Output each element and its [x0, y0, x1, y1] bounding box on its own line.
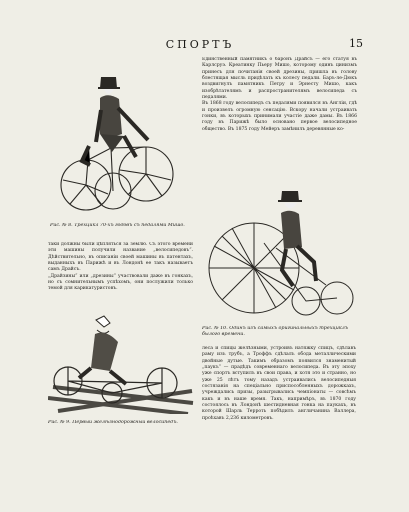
running-header-title: СПОРТЪ: [165, 38, 235, 51]
right-column-top-text: Единственный памятникъ о баронъ Драйсъ — его статуя въ Карлсруэ. Креатинку Пьеру Мишо, которому одинъ цинизмъ принесъ для почитанія своей дрезины, пришла въ голову блестящая мысль придѣлать къ колесу педали. Баръ-ле-Дюкъ воздвигнулъ памятникъ Петру и Эрнесту Мишо, какъ изобрѣтателямъ и распространителямъ велосипеда съ педалями. Въ 1868 году велосипедъ съ педалями появился въ Англіи, гдѣ и произвелъ огромную сенсацію. Вскору начали устраивать гонки, въ которыхъ принимали участіе даже дамы. Въ 1866 году въ Парижѣ было основано первое велосипедное общество. Въ 1875 году Мейеръ замѣнилъ деревянные ко-: [202, 57, 357, 132]
figure-10-caption: Рис. № 10. Одинъ изъ самыхъ оригинальныхъ трехциклъ былого времени.: [202, 326, 348, 338]
left-column-text: таки должны были цѣпляться за землю. Съ этого времени эти машины получили название „велосипедовъ“. Дѣйствительно, въ описаніи своей машины въ патентахъ, выданныхъ въ Парижѣ и въ Лондонѣ ее такъ называетъ самъ Драйсъ. „Драйзины“ или „дрезины“ участвовали даже въ гонкахъ, но съ сомнительнымъ успѣхомъ, они послужили только темой для карикатуристовъ.: [48, 242, 193, 292]
railway-bicycle-illustration: [48, 314, 196, 414]
tricycle-illustration: [58, 58, 176, 218]
high-wheel-tricycle-illustration: [206, 183, 356, 323]
figure-9-caption: Рис. № 9. Первый желѣзнодорожный велосипедъ.: [48, 420, 178, 425]
figure-8-caption: Рис. № 8. Трехцикл 70-хъ годовъ съ педалями Мишо.: [50, 223, 185, 228]
right-column-bottom-text: леса и спицы желѣзными, устроивъ натяжку спицъ, сдѣлавъ раму изъ трубъ, а Троффъ сдѣлалъ обода металлическими двойные дутые. Такимъ образомъ появился знаменитый „паукъ“ — прадѣдъ современнаго велосипеда. Въ эту эпоху уже спортъ вступилъ въ свои права, и хотя это и странно, но уже 25 лѣтъ тому назадъ устраивались велосипедныя состязанія на спеціально приспособленныхъ дорожкахъ, учреждались призы, разыгрывались чемпіонаты — совсѣмъ какъ и въ наше время. Такъ, напримѣръ, въ 1870 году состоялось въ Лондонѣ шестидневная гонка на паукахъ, въ которой Шарль Терроть побѣдилъ англичанина Валлера, проѣхавъ 2,236 километровъ.: [202, 346, 356, 421]
page-number: 15: [349, 37, 363, 50]
